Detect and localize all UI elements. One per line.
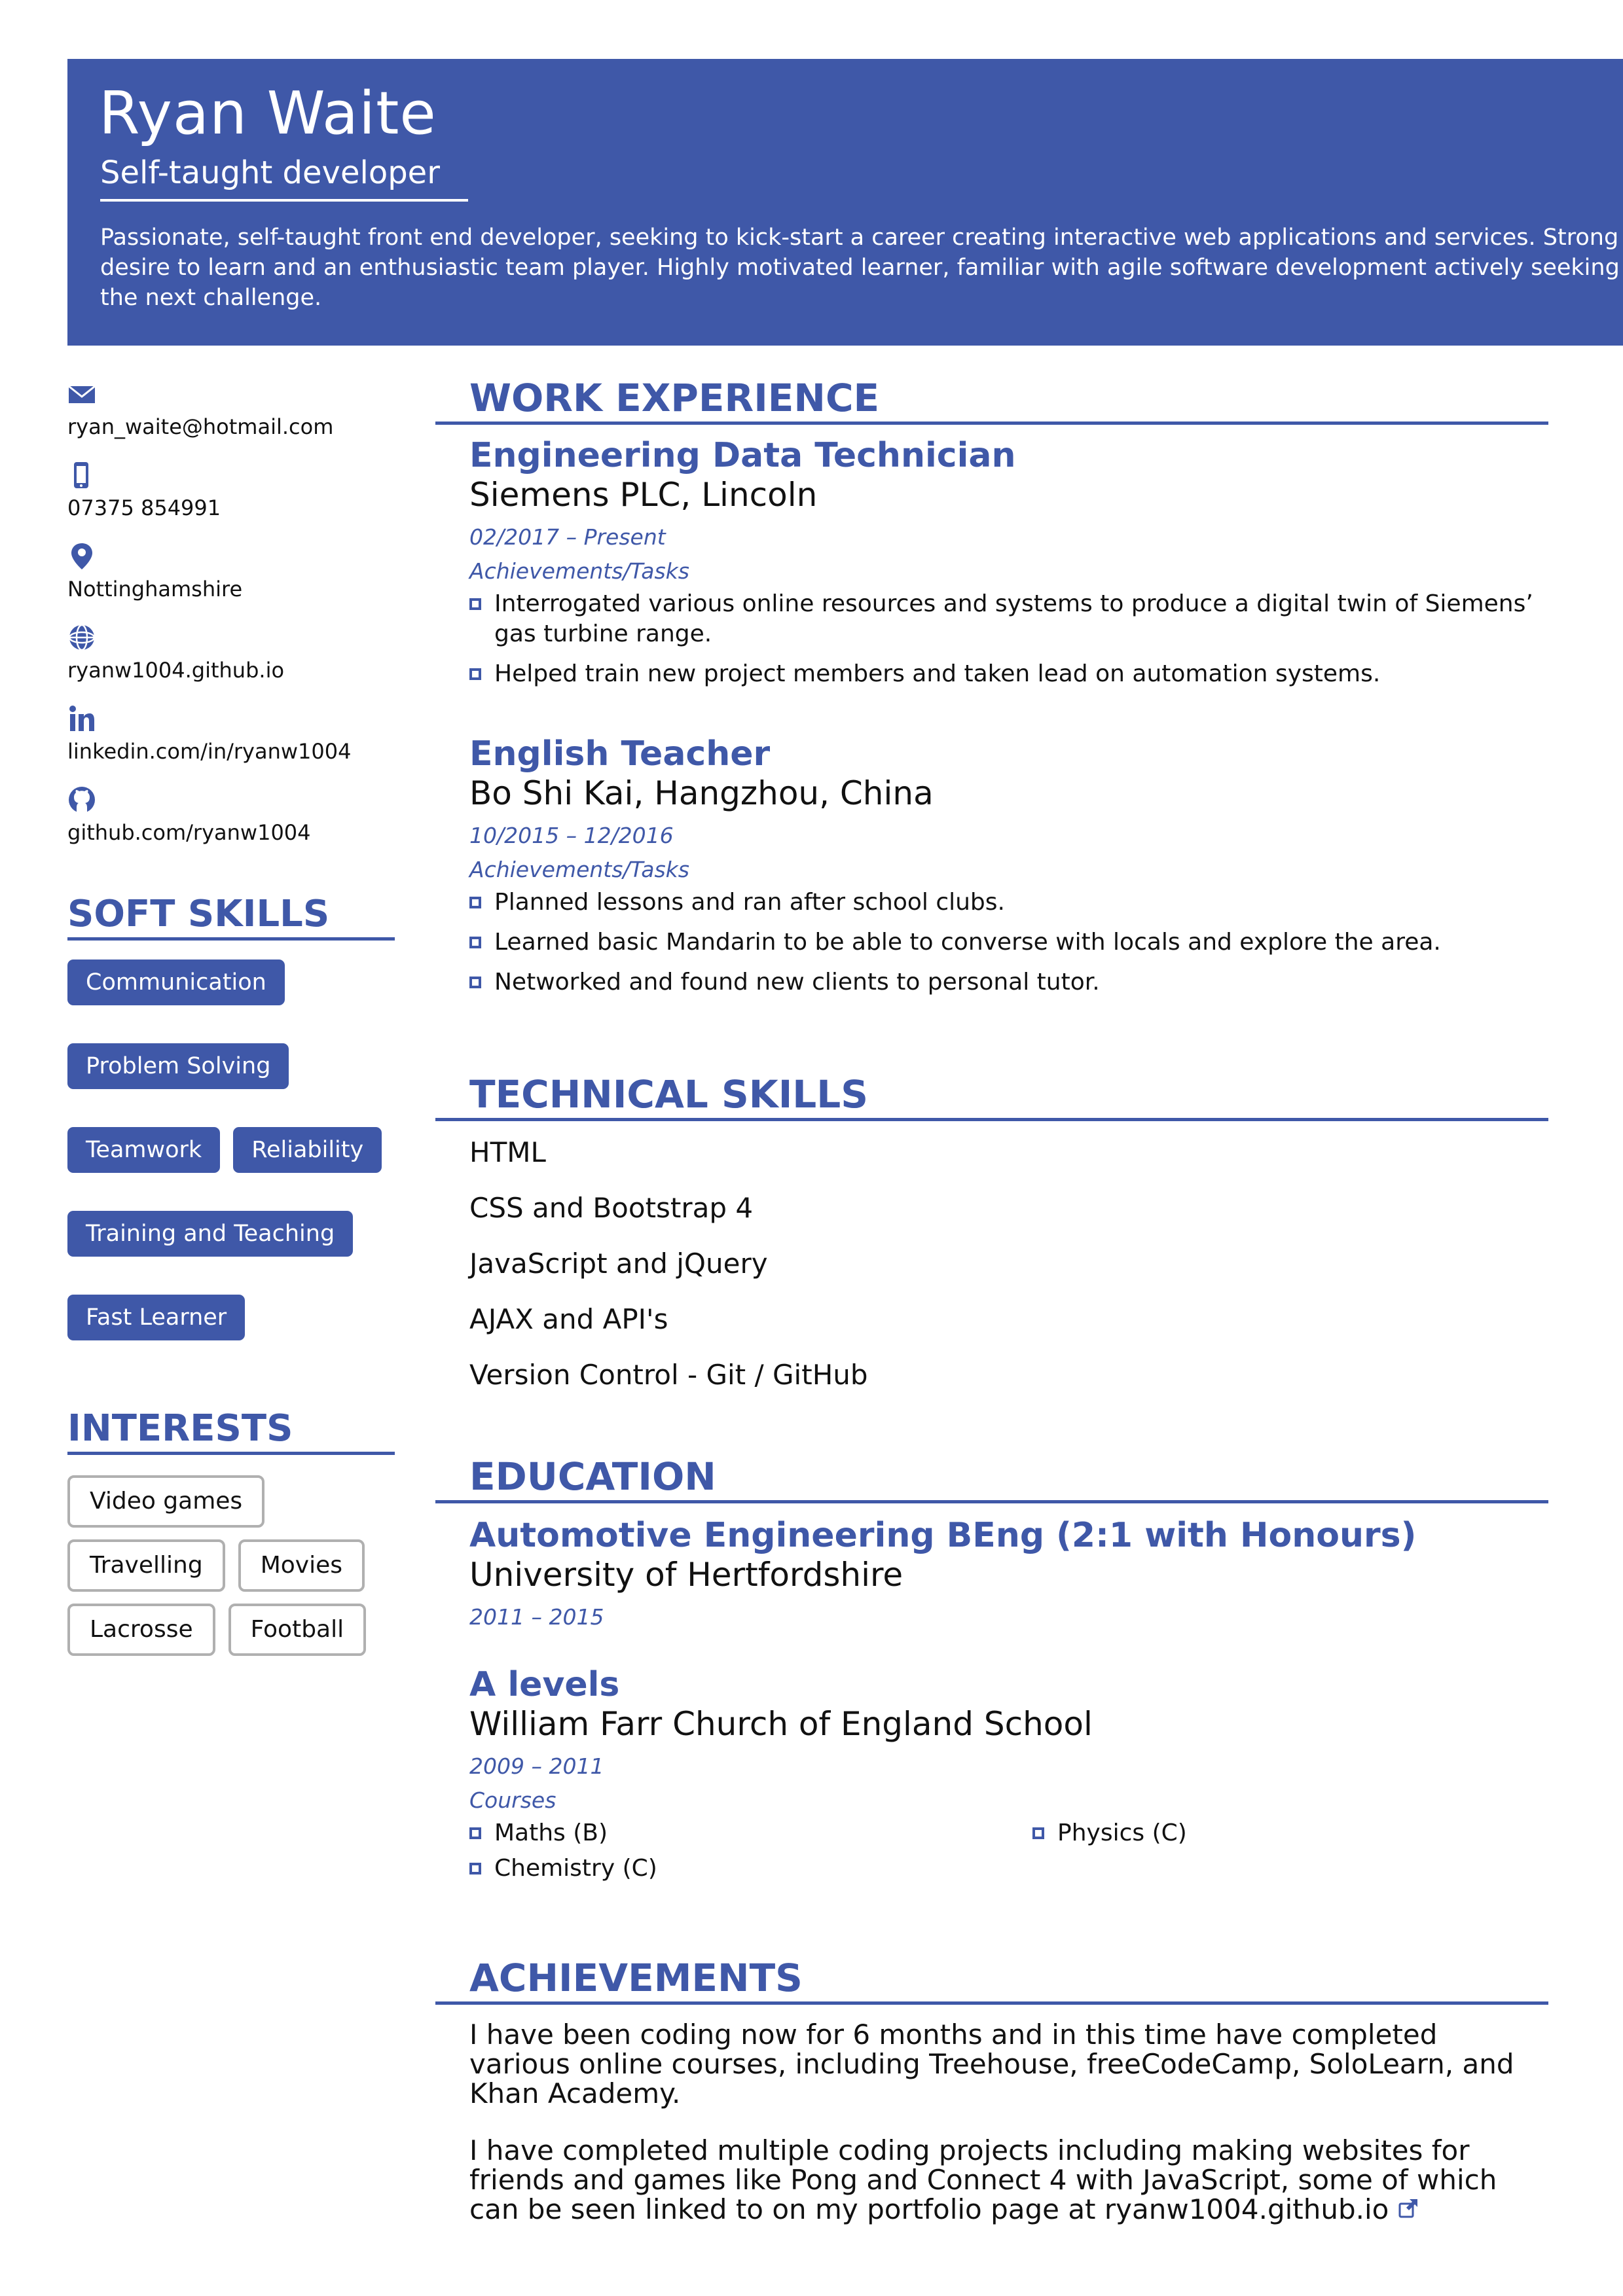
course-item: Physics (C)	[1032, 1818, 1543, 1848]
courses-subheading: Courses	[469, 1787, 556, 1813]
job-bullets	[469, 888, 1543, 997]
technical-skill: AJAX and API's	[469, 1303, 668, 1335]
contact-linkedin-text: linkedin.com/in/ryanw1004	[67, 739, 352, 764]
contact-email-text: ryan_waite@hotmail.com	[67, 414, 334, 439]
achievement-paragraph: I have been coding now for 6 months and in this time have completed various online courses, including Treehouse, freeCodeCamp, SoloLearn, and Khan Academy.	[469, 2018, 1514, 2109]
education-dates: 2011 – 2015	[469, 1604, 604, 1630]
job-organization: Siemens PLC, Lincoln	[469, 476, 818, 514]
github-icon	[67, 785, 96, 814]
technical-skills-heading: TECHNICAL SKILLS	[435, 1071, 1548, 1121]
soft-skill-chip: Fast Learner	[67, 1295, 245, 1340]
soft-skill-chip: Communication	[67, 960, 285, 1005]
degree-title: A levels	[469, 1665, 620, 1704]
soft-skills-row-2	[67, 1043, 289, 1089]
technical-skill: HTML	[469, 1136, 546, 1168]
interests-row-2	[67, 1539, 365, 1592]
interest-chip: Lacrosse	[67, 1604, 215, 1656]
achievements-heading: ACHIEVEMENTS	[435, 1954, 1548, 2005]
job-subheading: Achievements/Tasks	[469, 558, 689, 584]
soft-skill-chip: Problem Solving	[67, 1043, 289, 1089]
job-title: Engineering Data Technician	[469, 436, 1016, 475]
work-experience-heading: WORK EXPERIENCE	[435, 374, 1548, 425]
contact-linkedin[interactable]	[67, 704, 408, 785]
job-dates: 10/2015 – 12/2016	[469, 823, 674, 848]
job-title: English Teacher	[469, 734, 771, 774]
achievement-paragraph-portfolio	[469, 2136, 1543, 2224]
interests-row-3	[67, 1604, 366, 1656]
interests-heading: INTERESTS	[67, 1407, 395, 1455]
institution: University of Hertfordshire	[469, 1556, 903, 1594]
achievements-body	[469, 2020, 1543, 2251]
job-bullet: Helped train new project members and taken lead on automation systems.	[469, 659, 1543, 689]
contact-phone[interactable]	[67, 461, 408, 542]
contact-github[interactable]	[67, 785, 408, 867]
contact-website[interactable]	[67, 623, 408, 704]
job-bullet: Networked and found new clients to personal tutor.	[469, 967, 1543, 997]
job-dates: 02/2017 – Present	[469, 524, 666, 550]
contact-github-text: github.com/ryanw1004	[67, 820, 311, 845]
education-heading: EDUCATION	[435, 1453, 1548, 1503]
degree-title: Automotive Engineering BEng (2:1 with Honours)	[469, 1516, 1417, 1555]
contact-list	[67, 380, 408, 867]
course-item: Chemistry (C)	[469, 1854, 1032, 1884]
interest-chip: Travelling	[67, 1539, 225, 1592]
job-bullet: Interrogated various online resources and systems to produce a digital twin of Siemens’ gas turbine range.	[469, 589, 1543, 649]
soft-skills-row-5	[67, 1295, 245, 1340]
soft-skill-chip: Training and Teaching	[67, 1211, 353, 1257]
contact-email[interactable]	[67, 380, 408, 461]
soft-skills-row-1	[67, 960, 285, 1005]
globe-icon	[67, 623, 96, 652]
linkedin-icon	[67, 704, 96, 733]
soft-skills-heading: SOFT SKILLS	[67, 893, 395, 941]
soft-skills-row-4	[67, 1211, 353, 1257]
profile-summary: Passionate, self-taught front end developer, seeking to kick-start a career creating interactive web applications and services. Strong desire to learn and an enthusiastic team player. Highly motivated learner, familiar with agile software development actively seeking the next challenge.	[100, 224, 1620, 311]
interests-row-1	[67, 1475, 264, 1528]
technical-skill: Version Control - Git / GitHub	[469, 1359, 868, 1391]
technical-skill: CSS and Bootstrap 4	[469, 1192, 754, 1224]
job-entry-siemens	[469, 436, 1543, 699]
soft-skills-row-3	[67, 1127, 382, 1173]
mobile-phone-icon	[67, 461, 96, 490]
candidate-tagline: Self-taught developer	[100, 154, 468, 202]
job-subheading: Achievements/Tasks	[469, 857, 689, 882]
map-marker-icon	[67, 542, 96, 571]
course-item: Maths (B)	[469, 1818, 1032, 1848]
contact-location-text: Nottinghamshire	[67, 577, 243, 601]
education-entry-a-levels	[469, 1665, 1543, 1889]
contact-website-text: ryanw1004.github.io	[67, 658, 285, 683]
envelope-icon	[67, 380, 96, 408]
achievement-paragraph-text: I have completed multiple coding projects including making websites for friends and games like Pong and Connect 4 with JavaScript, some of which can be seen linked to on my portfolio page at ryanw1004.github.io	[469, 2134, 1497, 2225]
technical-skills-list	[469, 1124, 1543, 1403]
job-bullet: Learned basic Mandarin to be able to converse with locals and explore the area.	[469, 927, 1543, 958]
external-link-icon[interactable]	[1398, 2198, 1419, 2219]
job-bullets	[469, 589, 1543, 689]
contact-phone-text: 07375 854991	[67, 495, 221, 520]
candidate-name: Ryan Waite	[99, 79, 437, 148]
interest-chip: Video games	[67, 1475, 264, 1528]
technical-skill: JavaScript and jQuery	[469, 1247, 768, 1280]
education-entry-university	[469, 1516, 1543, 1632]
course-list	[469, 1818, 1543, 1889]
institution: William Farr Church of England School	[469, 1705, 1093, 1743]
job-bullet: Planned lessons and ran after school clubs.	[469, 888, 1543, 918]
interest-chip: Football	[228, 1604, 367, 1656]
contact-location	[67, 542, 408, 623]
soft-skill-chip: Reliability	[233, 1127, 382, 1173]
job-organization: Bo Shi Kai, Hangzhou, China	[469, 774, 934, 812]
header-banner	[67, 59, 1623, 346]
interest-chip: Movies	[238, 1539, 365, 1592]
job-entry-english-teacher	[469, 734, 1543, 1007]
education-dates: 2009 – 2011	[469, 1753, 604, 1779]
soft-skill-chip: Teamwork	[67, 1127, 220, 1173]
